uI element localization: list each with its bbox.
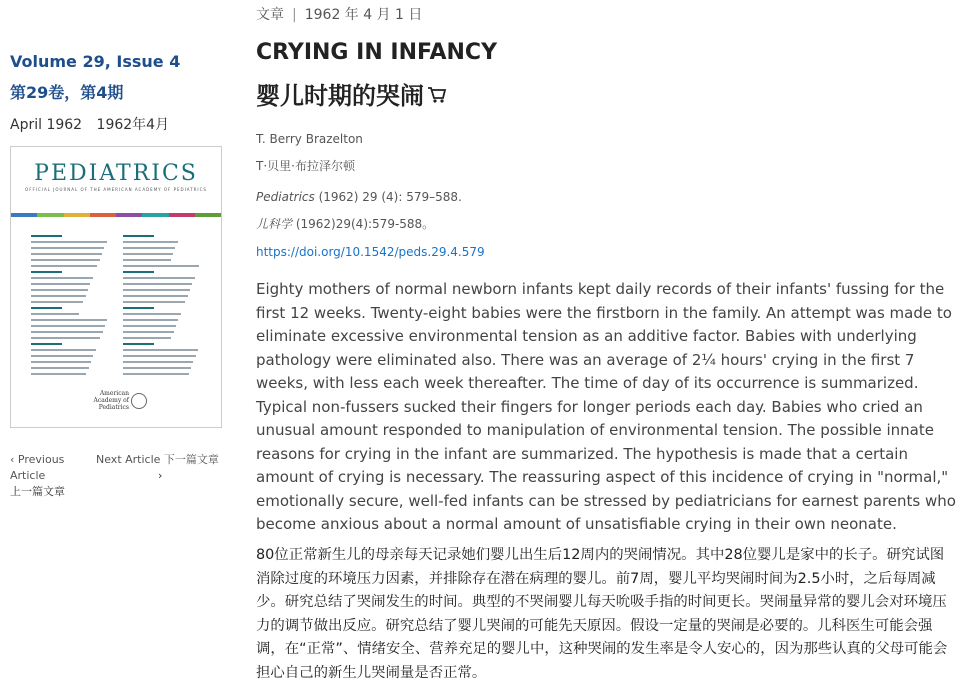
academy-seal-icon — [131, 393, 147, 409]
cover-text-line — [123, 295, 188, 297]
cover-text-line — [123, 277, 195, 279]
citation-en-journal: Pediatrics — [256, 190, 315, 204]
cover-text-line — [31, 373, 86, 375]
cover-text-line — [31, 343, 62, 345]
cover-stripe-segment — [116, 213, 142, 217]
article-type: 文章 — [256, 7, 284, 23]
cover-text-line — [31, 247, 104, 249]
issue-date-zh: 1962年4月 — [96, 117, 170, 133]
cover-title: PEDIATRICS — [34, 161, 198, 186]
article-date: 1962 年 4 月 1 日 — [304, 7, 423, 23]
cover-text-line — [31, 241, 107, 243]
cover-text-line — [123, 343, 154, 345]
cover-text-line — [31, 265, 97, 267]
cover-stripe-segment — [11, 213, 37, 217]
cover-text-line — [123, 253, 173, 255]
previous-article-link[interactable] — [10, 452, 90, 500]
author-name-en[interactable]: T. Berry Brazelton — [256, 132, 363, 146]
journal-cover-image[interactable] — [10, 146, 222, 428]
cover-text-line — [31, 325, 105, 327]
cover-stripe-segment — [169, 213, 195, 217]
citation-zh-journal: 儿科学 — [256, 217, 293, 231]
cover-text-line — [123, 349, 198, 351]
cover-table-of-contents — [31, 235, 201, 390]
cover-stripe-segment — [64, 213, 90, 217]
cart-icon[interactable] — [426, 83, 448, 111]
cover-text-line — [31, 271, 62, 273]
cover-text-line — [31, 307, 62, 309]
cover-text-line — [31, 337, 100, 339]
cover-stripe-segment — [90, 213, 116, 217]
doi-link[interactable]: https://doi.org/10.1542/peds.29.4.579 — [256, 245, 485, 259]
article-title-en: CRYING IN INFANCY — [256, 40, 498, 65]
cover-publisher: American Academy of Pediatrics — [93, 390, 129, 411]
cover-text-line — [123, 271, 154, 273]
next-article-label: Next Article — [96, 453, 161, 466]
cover-text-line — [123, 319, 178, 321]
next-article-label-zh: 下一篇文章 — [163, 453, 219, 466]
cover-text-line — [31, 331, 103, 333]
previous-article-label-zh: 上一篇文章 — [10, 485, 65, 498]
cover-text-line — [123, 307, 154, 309]
cover-text-line — [123, 337, 171, 339]
cover-text-line — [123, 373, 189, 375]
cover-text-line — [31, 289, 88, 291]
next-article-link[interactable] — [96, 452, 226, 484]
citation-en-details: (1962) 29 (4): 579–588. — [314, 190, 462, 204]
cover-text-line — [123, 355, 196, 357]
cover-text-line — [123, 241, 178, 243]
cover-text-line — [31, 313, 79, 315]
abstract-en: Eighty mothers of normal newborn infants kept daily records of their infants' fussing for the first 12 weeks. Twenty-eight babies were the firstborn in the family. An attempt was made to eliminate excessive environmental tension as an additive factor. Babies with underlying pathology were eliminated also. There was an average of 2¼ hours' crying in the first 7 weeks, with less each week thereafter. The time of day of its occurrence is summarized. Typical non-fussers sucked their fingers for longer periods each day. Babies who cried an unusual amount responded to manipulation of environmental tension. The possible innate reasons for crying in the infant are summarized. The hypothesis is made that a certain amount of crying is necessary. The reassuring aspect of this incidence of crying in "normal," emotionally secure, well-fed infants can be stressed by pediatricians for earnest parents who become anxious about a normal amount of unsatisfiable crying in their own neonate. — [256, 280, 956, 533]
cover-text-line — [31, 361, 91, 363]
cover-text-line — [31, 283, 90, 285]
chevron-right-icon: › — [158, 469, 163, 482]
issue-volume-zh[interactable]: 第29卷，第4期 — [10, 83, 124, 102]
cover-text-line — [123, 283, 192, 285]
cover-text-line — [31, 367, 89, 369]
cover-text-line — [123, 361, 193, 363]
cover-text-line — [31, 259, 100, 261]
citation-zh — [256, 215, 434, 232]
cover-text-line — [31, 355, 93, 357]
issue-volume-en[interactable]: Volume 29, Issue 4 — [10, 52, 181, 71]
cover-text-line — [31, 319, 107, 321]
cover-text-line — [123, 289, 190, 291]
citation-en — [256, 190, 462, 204]
cover-text-line — [123, 325, 176, 327]
cover-text-line — [31, 295, 86, 297]
abstract-zh: 80位正常新生儿的母亲每天记录她们婴儿出生后12周内的哭闹情况。其中28位婴儿是家中的长子。研究试图消除过度的环境压力因素，并排除存在潜在病理的婴儿。前7周，婴儿平均哭闹时间为2.5小时，之后每周减少。研究总结了哭闹发生的时间。典型的不哭闹婴儿每天吮吸手指的时间更长。哭闹量异常的婴儿会对环境压力的调节做出反应。研究总结了婴儿哭闹的可能先天原因。假设一定量的哭闹是必要的。儿科医生可能会强调，在“正常”、情绪安全、营养充足的婴儿中，这种哭闹的发生率是令人安心的，因为那些认真的父母可能会担心自己的新生儿哭闹量是否正常。 — [256, 547, 948, 681]
cover-text-line — [123, 247, 175, 249]
cover-stripe-segment — [195, 213, 221, 217]
cover-text-line — [123, 301, 185, 303]
article-title-zh-text: 婴儿时期的哭闹 — [256, 82, 424, 110]
previous-article-label: Previous Article — [10, 453, 65, 482]
cover-text-line — [123, 259, 171, 261]
author-name-zh[interactable]: T·贝里·布拉泽尔顿 — [256, 159, 355, 173]
citation-zh-details: (1962)29(4):579-588。 — [292, 217, 435, 231]
cover-text-line — [123, 235, 154, 237]
article-title-zh — [256, 76, 448, 111]
chevron-left-icon: ‹ — [10, 453, 18, 466]
cover-text-line — [31, 301, 83, 303]
cover-text-line — [31, 235, 62, 237]
cover-text-line — [31, 349, 96, 351]
cover-text-line — [123, 313, 181, 315]
cover-subtitle: OFFICIAL JOURNAL OF THE AMERICAN ACADEMY OF PEDIATRICS — [25, 187, 207, 192]
cover-stripe-segment — [142, 213, 168, 217]
issue-date — [10, 114, 179, 134]
cover-stripe-segment — [37, 213, 63, 217]
issue-date-en: April 1962 — [10, 117, 83, 133]
cover-text-line — [123, 331, 174, 333]
cover-color-stripe — [11, 213, 221, 217]
article-meta: 文章 | 1962 年 4 月 1 日 — [256, 7, 423, 23]
cover-text-line — [31, 253, 102, 255]
cover-text-line — [123, 265, 199, 267]
cover-text-line — [31, 277, 93, 279]
cover-text-line — [123, 367, 191, 369]
